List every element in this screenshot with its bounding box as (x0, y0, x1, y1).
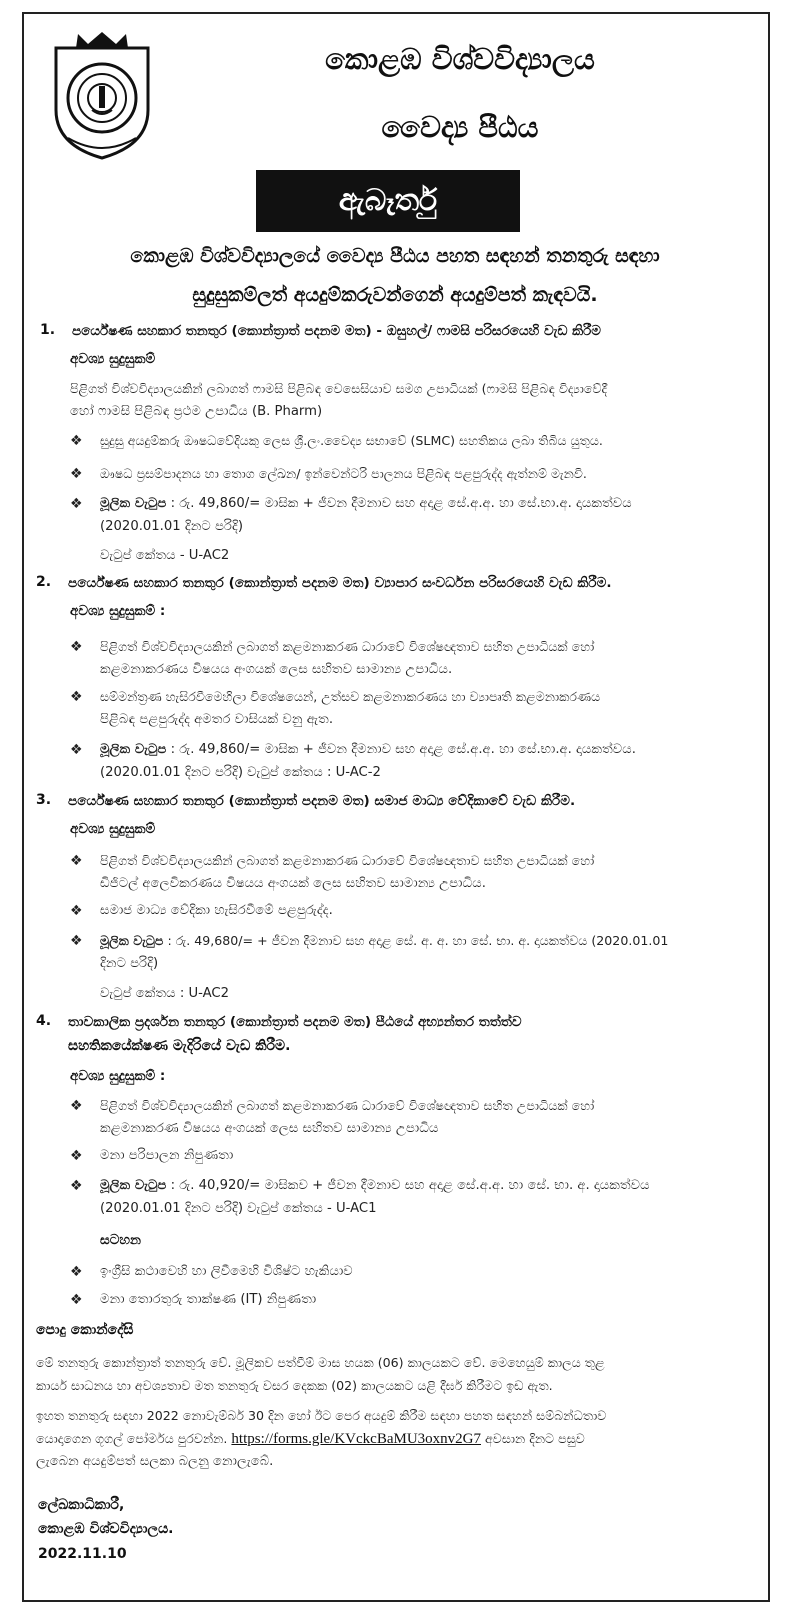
signature-date: 2022.11.10 (38, 1546, 127, 1562)
bullet-icon: ❖ (70, 466, 83, 482)
bullet-icon: ❖ (70, 1098, 83, 1114)
position-4-number: 4. (36, 1013, 52, 1029)
signature-org: කොළඹ විශ්වවිද්‍යාලය. (38, 1521, 174, 1537)
salary-text: : රු. 40,920/= මාසිකව + ජීවන දීමනාව සහ අදාළ සේ.අ.අ. හා සේ. භා. අ. දායකත්වය (170, 1178, 650, 1193)
position-2-title: පර්යේෂණ සහකාර තනතුර (කොන්ත්‍රාත් පදනම මත) ව්‍යාපාර සංවර්ධන පරිසරයෙහි වැඩ කිරීම. (68, 575, 612, 591)
general-para-1-line-2: කාර්ය සාධනය හා අවශ්‍යතාව මත තනතුරු වසර දෙකක (02) කාලයකට යළි දීර්ඝ කිරීමට ඉඩ ඇත. (36, 1378, 553, 1393)
position-4-title-2: සහතිකයේක්ෂණ මැදිරියේ වැඩ කිරීම. (68, 1038, 291, 1054)
bullet-icon: ❖ (70, 853, 83, 869)
university-crest-logo (48, 30, 156, 160)
position-4-note-label: සටහන (100, 1232, 141, 1248)
bullet-icon: ❖ (70, 1178, 83, 1194)
position-1-salary-code: වැටුප් කේතය - U-AC2 (100, 548, 230, 563)
general-para-1-line-1: මේ තනතුරු කොන්ත්‍රාත් තනතුරු වේ. මූලිකව පත්වීම් මාස හයක (06) කාලයකට වේ. මෙහෙයුම් කාලය තුළ (36, 1355, 605, 1370)
general-para-2-line-3: ලැබෙන අයදුම්පත් සලකා බලනු නොලැබේ. (36, 1454, 274, 1469)
position-4-note-1: ඉංග්‍රීසි කථාවෙහි හා ලිවීමෙහි විශිෂ්ට හැකියාව (100, 1264, 353, 1279)
position-3-salary-date: දිනට පරිදි) (100, 956, 159, 971)
bullet-icon: ❖ (70, 689, 83, 705)
position-1-title: පර්යේෂණ සහකාර තනතුර (කොන්ත්‍රාත් පදනම මත) - ඔසුහල්/ ෆාමසි පරිසරයෙහි වැඩ කිරීම (72, 323, 601, 339)
bullet-icon: ❖ (70, 1292, 83, 1308)
position-1-bullet-2: ඖෂධ ප්‍රසම්පාදනය හා තොග ලේඛන/ ඉන්වෙන්ටරි පාලනය පිළිබඳ පළපුරුද්ද ඇත්නම් මැනවි. (100, 466, 587, 481)
bullet-icon: ❖ (70, 1264, 83, 1280)
position-2-requirements-label: අවශ්‍ය සුදුසුකම් : (70, 603, 166, 619)
bullet-icon: ❖ (70, 433, 83, 449)
salary-text: : රු. 49,860/= මාසික + ජීවන දීමනාව සහ අදාළ සේ.අ.අ. හා සේ.භා.අ. දායකත්වය. (170, 742, 636, 757)
vacancies-banner: ඇබෑර්තු (256, 170, 520, 232)
intro-line-1: කොළඹ විශ්වවිද්‍යාලයේ වෛද්‍ය පීඨය පහත සඳහන් තනතුරු සඳහා (130, 245, 660, 267)
position-3-bullet-1a: පිළිගත් විශ්වවිද්‍යාලයකින් ලබාගත් කළමනාකරණ ධාරාවේ විශේෂඥතාව සහිත උපාධියක් හෝ (100, 853, 595, 868)
position-1-number: 1. (40, 322, 56, 338)
position-4-title-1: තාවකාලික ප්‍රදර්ශන තනතුර (කොන්ත්‍රාත් පදනම මත) පීඨයේ අභ්‍යන්තර තත්ත්ව (68, 1014, 522, 1030)
university-name: කොළඹ විශ්වවිද්‍යාලය (325, 42, 595, 76)
position-2-bullet-2b: පිළිබඳ පළපුරුද්ද අමතර වාසියක් වනු ඇත. (100, 712, 334, 727)
position-3-salary (100, 930, 754, 951)
position-2-salary-date-code: (2020.01.01 දිනට පරිදි) වැටුප් කේතය : U-AC-2 (100, 765, 381, 780)
position-2-bullet-1a: පිළිගත් විශ්වවිද්‍යාලයකින් ලබාගත් කළමනාකරණ ධාරාවේ විශේෂඥතාව සහිත උපාධියක් හෝ (100, 639, 595, 654)
position-1-req-text-2: හෝ ෆාමසි පිළිබඳ ප්‍රථම උපාධිය (B. Pharm) (70, 404, 323, 419)
bullet-icon: ❖ (70, 933, 83, 949)
position-2-bullet-2a: සම්මන්ත්‍රණ හැසිරවීමෙහිලා විශේෂයෙන්, උත්සව කළමනාකරණය හා ව්‍යාපෘති කළමනාකරණය (100, 689, 601, 704)
position-1-salary-date: (2020.01.01 දිනට පරිදි) (100, 519, 243, 534)
general-para-2-line-1: ඉහත තනතුරු සඳහා 2022 නොවැම්බර් 30 දින හෝ ඊට පෙර අයදුම් කිරීම සඳහා පහත සඳහන් සම්බන්ධතාව (36, 1408, 607, 1423)
position-1-bullet-1: සුදුසු අයදුම්කරු ඖෂධවේදියකු ලෙස ශ්‍රී.ලං.වෛද්‍ය සභාවේ (SLMC) සහතිකය ලබා තිබිය යුතුය. (100, 433, 603, 448)
position-3-bullet-2: සමාජ මාධ්‍ය වේදිකා හැසිරවීමේ පළපුරුද්ද. (100, 903, 333, 918)
position-2-salary (100, 739, 754, 760)
general-para-2-text-a: යොදාගෙන ගූගල් පෝර්මය පුරවන්න. (36, 1431, 228, 1446)
position-3-salary-code: වැටුප් කේතය : U-AC2 (100, 986, 229, 1001)
position-4-bullet-1b: කළමනාකරණ විෂයය අංගයක් ලෙස සහිතව සාමාන්‍ය උපාධිය (100, 1121, 439, 1136)
position-4-salary-date-code: (2020.01.01 දිනට පරිදි) වැටුප් කේතය - U-AC1 (100, 1201, 377, 1216)
position-4-bullet-2: මනා පරිපාලන නිපුණතා (100, 1148, 234, 1163)
position-1-requirements-label: අවශ්‍ය සුදුසුකම් (70, 351, 156, 367)
bullet-icon: ❖ (70, 496, 83, 512)
position-4-bullet-1a: පිළිගත් විශ්වවිද්‍යාලයකින් ලබාගත් කළමනාකරණ ධාරාවේ විශේෂඥතාව සහිත උපාධියක් හෝ (100, 1098, 595, 1113)
position-4-requirements-label: අවශ්‍ය සුදුසුකම් : (70, 1068, 166, 1084)
bullet-icon: ❖ (70, 639, 83, 655)
salary-label: මූලික වැටුප (100, 742, 167, 757)
salary-label: මූලික වැටුප (100, 496, 167, 511)
salary-label: මූලික වැටුප (100, 933, 164, 948)
application-form-link[interactable]: https://forms.gle/KVckcBaMU3oxnv2G7 (231, 1431, 481, 1447)
position-4-salary (100, 1175, 754, 1196)
salary-text: : රු. 49,860/= මාසික + ජීවන දීමනාව සහ අදාළ සේ.අ.අ. හා සේ.භා.අ. දායකත්වය (170, 496, 632, 511)
general-para-2-line-2 (36, 1428, 754, 1450)
faculty-name: වෛද්‍ය පීඨය (381, 110, 539, 144)
position-3-title: පර්යේෂණ සහකාර තනතුර (කොන්ත්‍රාත් පදනම මත) සමාජ මාධ්‍ය වේදිකාවේ වැඩ කිරීම. (68, 793, 576, 809)
position-1-salary (100, 493, 754, 514)
position-3-requirements-label: අවශ්‍ය සුදුසුකම් (70, 821, 156, 837)
bullet-icon: ❖ (70, 742, 83, 758)
bullet-icon: ❖ (70, 1148, 83, 1164)
general-conditions-label: පොදු කොන්දේසි (36, 1322, 134, 1338)
position-3-bullet-1b: ඩිජිටල් අලෙවිකරණය විෂයය අංගයක් ලෙස සහිතව සාමාන්‍ය උපාධිය. (100, 876, 486, 891)
salary-text: : රු. 49,680/= + ජීවන දීමනාව සහ අදාළ සේ. අ. අ. හා සේ. භා. අ. දායකත්වය (2020.01.01 (167, 933, 669, 948)
intro-line-2: සුදුසුකම්ලත් අයදුම්කරුවන්ගෙන් අයදුම්පත් කැඳවයි. (192, 284, 598, 306)
position-1-req-text-1: පිළිගත් විශ්වවිද්‍යාලයකින් ලබාගත් ෆාමසි පිළිබඳ වෙසෙසියාව සමග උපාධියක් (ෆාමසි පිළිබඳ විද්‍යාවේදී (70, 381, 608, 396)
bullet-icon: ❖ (70, 903, 83, 919)
position-4-note-2: මනා තොරතුරු තාක්ෂණ (IT) නිපුණතා (100, 1292, 317, 1307)
signature-title: ලේඛකාධිකාරී, (38, 1497, 125, 1513)
salary-label: මූලික වැටුප (100, 1178, 167, 1193)
general-para-2-text-b: අවසාන දිනට පසුව (485, 1431, 585, 1446)
position-2-number: 2. (36, 574, 52, 590)
position-2-bullet-1b: කළමනාකරණය විෂයය අංගයක් ලෙස සහිතව සාමාන්‍ය උපාධිය. (100, 662, 453, 677)
position-3-number: 3. (36, 792, 52, 808)
